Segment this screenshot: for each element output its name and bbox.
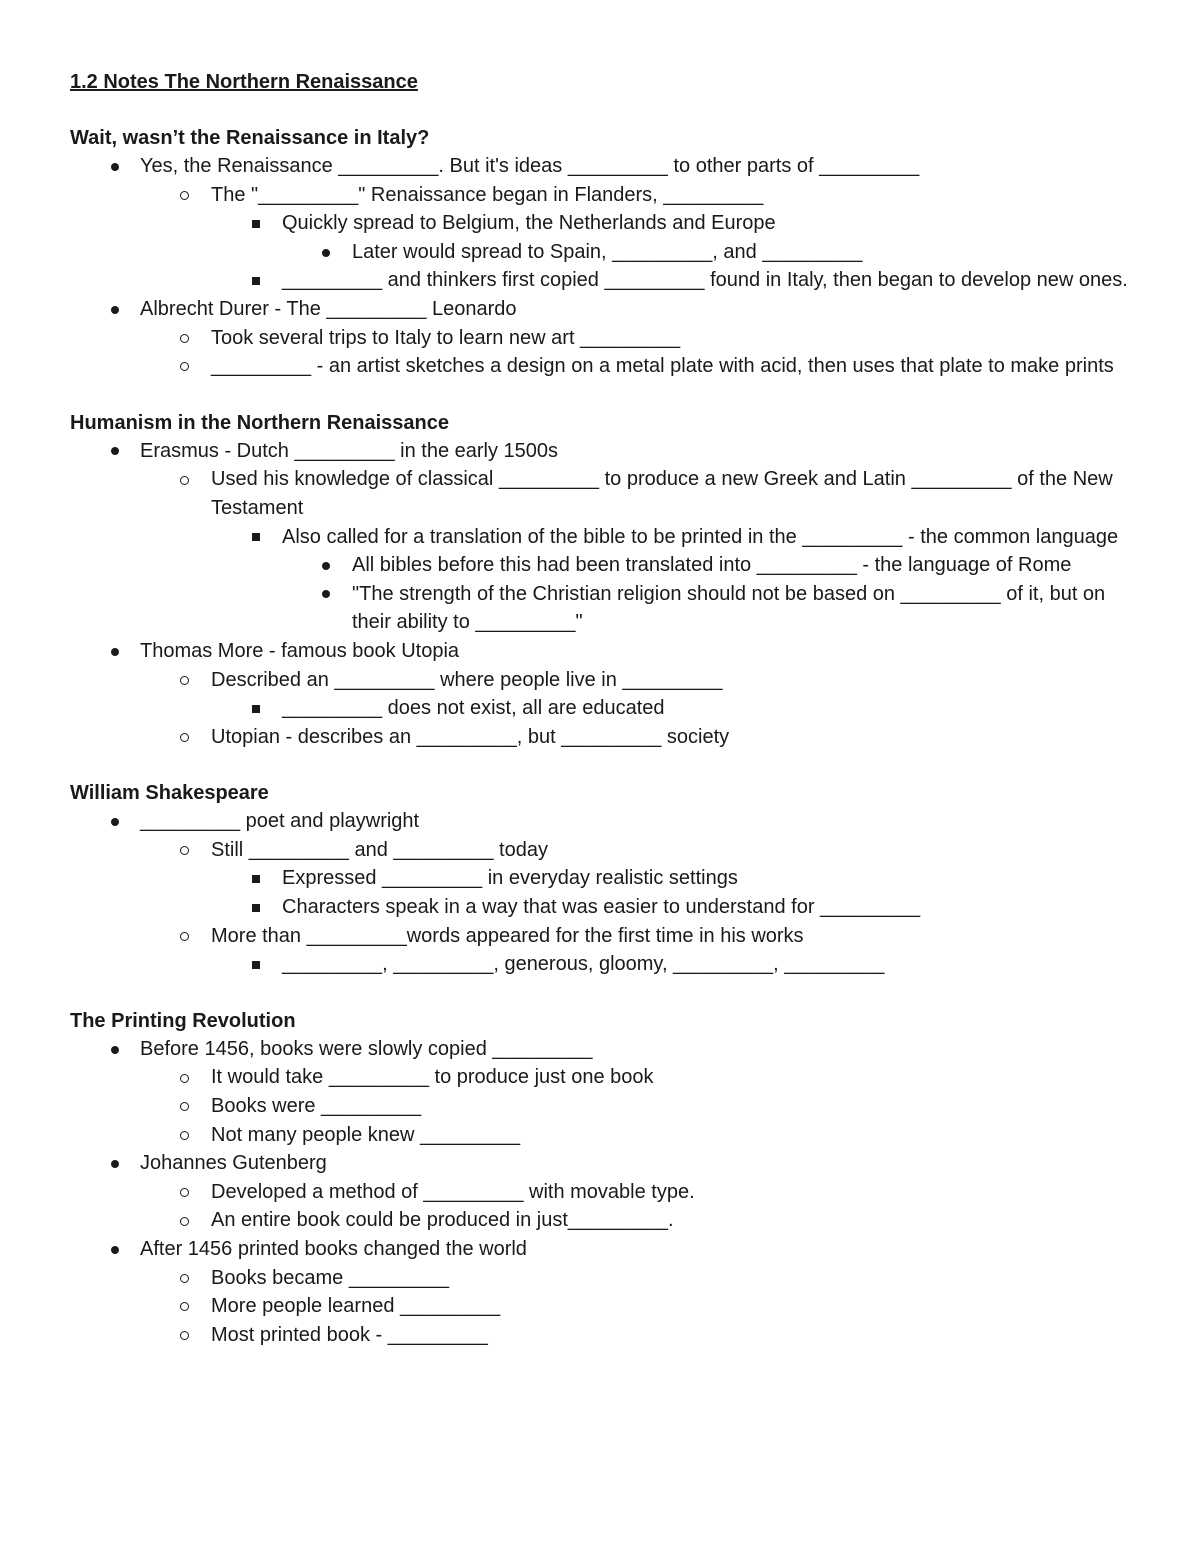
list-item xyxy=(70,723,1140,752)
list-item-text: Also called for a translation of the bible to be printed in the _________ - the common language xyxy=(282,525,1119,548)
list-item-text: After 1456 printed books changed the world xyxy=(140,1238,527,1260)
list-item xyxy=(70,694,1140,723)
list-item-text: Later would spread to Spain, _________, and _________ xyxy=(352,240,863,263)
section-heading: Wait, wasn’t the Renaissance in Italy? xyxy=(70,127,430,149)
bullet-dot-icon xyxy=(108,437,122,466)
bullet-square-icon xyxy=(249,266,263,295)
bullet-dot-icon xyxy=(108,295,122,324)
bullet-dot-icon xyxy=(319,238,333,267)
list-item xyxy=(70,807,1140,836)
list-item-text: Johannes Gutenberg xyxy=(140,1152,327,1175)
bullet-dot-icon xyxy=(108,152,122,181)
list-item xyxy=(70,1292,1140,1321)
list-item-text: Most printed book - _________ xyxy=(211,1323,488,1346)
list-item-text: _________, _________, generous, gloomy, _________, _________ xyxy=(282,953,885,976)
bullet-circle-icon xyxy=(177,1321,191,1350)
bullet-circle-icon xyxy=(177,1092,191,1121)
bullet-circle-icon xyxy=(177,324,191,353)
list-item xyxy=(70,1321,1140,1350)
bullet-circle-icon xyxy=(177,723,191,752)
list-item xyxy=(70,465,1140,522)
notes-section xyxy=(70,409,1140,752)
list-item-text: Erasmus - Dutch _________ in the early 1500s xyxy=(140,439,559,462)
bullet-square-icon xyxy=(249,950,263,979)
bullet-list xyxy=(70,437,1140,752)
list-item-text: _________ and thinkers first copied _________ found in Italy, then began to develop new ones. xyxy=(282,269,1128,292)
list-item-text: It would take _________ to produce just one book xyxy=(211,1066,654,1089)
bullet-square-icon xyxy=(249,893,263,922)
list-item-text: More than _________words appeared for the first time in his works xyxy=(211,924,804,947)
list-item xyxy=(70,1206,1140,1235)
bullet-dot-icon xyxy=(319,580,333,609)
list-item-text: Quickly spread to Belgium, the Netherlands and Europe xyxy=(282,212,776,235)
bullet-circle-icon xyxy=(177,1206,191,1235)
bullet-dot-icon xyxy=(108,807,122,836)
list-item-text: _________ poet and playwright xyxy=(140,810,420,833)
bullet-square-icon xyxy=(249,864,263,893)
list-item-text: Expressed _________ in everyday realistic settings xyxy=(282,867,738,890)
list-item-text: Described an _________ where people live in _________ xyxy=(211,668,723,691)
list-item xyxy=(70,1264,1140,1293)
list-item xyxy=(70,864,1140,893)
bullet-list xyxy=(70,152,1140,381)
list-item xyxy=(70,1035,1140,1064)
list-item xyxy=(70,437,1140,466)
list-item-text: "The strength of the Christian religion should not be based on _________ of it, but on their ability to _________" xyxy=(352,582,1106,634)
list-item-text: Books became _________ xyxy=(211,1266,449,1289)
list-item xyxy=(70,893,1140,922)
list-item-text: Books were _________ xyxy=(211,1095,422,1118)
list-item-text: Still _________ and _________ today xyxy=(211,838,548,861)
list-item xyxy=(70,637,1140,666)
list-item xyxy=(70,523,1140,552)
list-item-text: _________ - an artist sketches a design on a metal plate with acid, then uses that plate to make prints xyxy=(211,355,1114,378)
list-item-text: An entire book could be produced in just_________. xyxy=(211,1209,674,1232)
list-item-text: Developed a method of _________ with movable type. xyxy=(211,1180,695,1203)
bullet-circle-icon xyxy=(177,922,191,951)
bullet-circle-icon xyxy=(177,181,191,210)
list-item xyxy=(70,1178,1140,1207)
bullet-circle-icon xyxy=(177,1063,191,1092)
list-item xyxy=(70,922,1140,951)
section-heading: William Shakespeare xyxy=(70,782,269,805)
section-heading: Humanism in the Northern Renaissance xyxy=(70,411,449,434)
list-item xyxy=(70,580,1140,637)
list-item xyxy=(70,1063,1140,1092)
bullet-circle-icon xyxy=(177,836,191,865)
notes-section xyxy=(70,779,1140,979)
list-item-text: Yes, the Renaissance _________. But it's ideas _________ to other parts of _________ xyxy=(140,155,920,177)
sections-container xyxy=(70,124,1140,1349)
bullet-square-icon xyxy=(249,209,263,238)
bullet-circle-icon xyxy=(177,352,191,381)
list-item-text: Before 1456, books were slowly copied _________ xyxy=(140,1037,593,1060)
list-item xyxy=(70,324,1140,353)
notes-document xyxy=(70,68,1140,1377)
list-item-text: Took several trips to Italy to learn new art _________ xyxy=(211,326,681,349)
list-item-text: Not many people knew _________ xyxy=(211,1123,521,1146)
bullet-circle-icon xyxy=(177,465,191,494)
list-item xyxy=(70,181,1140,210)
list-item-text: The "_________" Renaissance began in Flanders, _________ xyxy=(211,183,764,206)
list-item xyxy=(70,238,1140,267)
document-title: 1.2 Notes The Northern Renaissance xyxy=(70,71,418,93)
bullet-circle-icon xyxy=(177,1264,191,1293)
list-item xyxy=(70,209,1140,238)
bullet-dot-icon xyxy=(319,551,333,580)
list-item xyxy=(70,551,1140,580)
list-item xyxy=(70,1235,1140,1264)
bullet-circle-icon xyxy=(177,1178,191,1207)
list-item-text: Utopian - describes an _________, but _________ society xyxy=(211,725,730,748)
section-heading: The Printing Revolution xyxy=(70,1009,296,1032)
list-item xyxy=(70,1092,1140,1121)
bullet-dot-icon xyxy=(108,637,122,666)
bullet-dot-icon xyxy=(108,1149,122,1178)
list-item xyxy=(70,352,1140,381)
bullet-square-icon xyxy=(249,523,263,552)
bullet-circle-icon xyxy=(177,666,191,695)
list-item xyxy=(70,666,1140,695)
list-item-text: _________ does not exist, all are educated xyxy=(282,697,665,720)
bullet-dot-icon xyxy=(108,1035,122,1064)
list-item xyxy=(70,266,1140,295)
bullet-list xyxy=(70,1035,1140,1350)
list-item-text: All bibles before this had been translated into _________ - the language of Rome xyxy=(352,554,1072,577)
bullet-dot-icon xyxy=(108,1235,122,1264)
list-item xyxy=(70,836,1140,865)
bullet-circle-icon xyxy=(177,1292,191,1321)
list-item-text: Albrecht Durer - The _________ Leonardo xyxy=(140,297,517,320)
list-item xyxy=(70,950,1140,979)
list-item xyxy=(70,1149,1140,1178)
list-item xyxy=(70,1121,1140,1150)
list-item-text: Characters speak in a way that was easier to understand for _________ xyxy=(282,896,921,919)
list-item xyxy=(70,295,1140,324)
bullet-square-icon xyxy=(249,694,263,723)
notes-section xyxy=(70,1007,1140,1350)
bullet-list xyxy=(70,807,1140,979)
list-item xyxy=(70,152,1140,181)
list-item-text: Thomas More - famous book Utopia xyxy=(140,639,460,662)
list-item-text: More people learned _________ xyxy=(211,1295,501,1318)
notes-section xyxy=(70,124,1140,381)
list-item-text: Used his knowledge of classical _________ to produce a new Greek and Latin _________ of the New Testament xyxy=(211,468,1113,519)
bullet-circle-icon xyxy=(177,1121,191,1150)
